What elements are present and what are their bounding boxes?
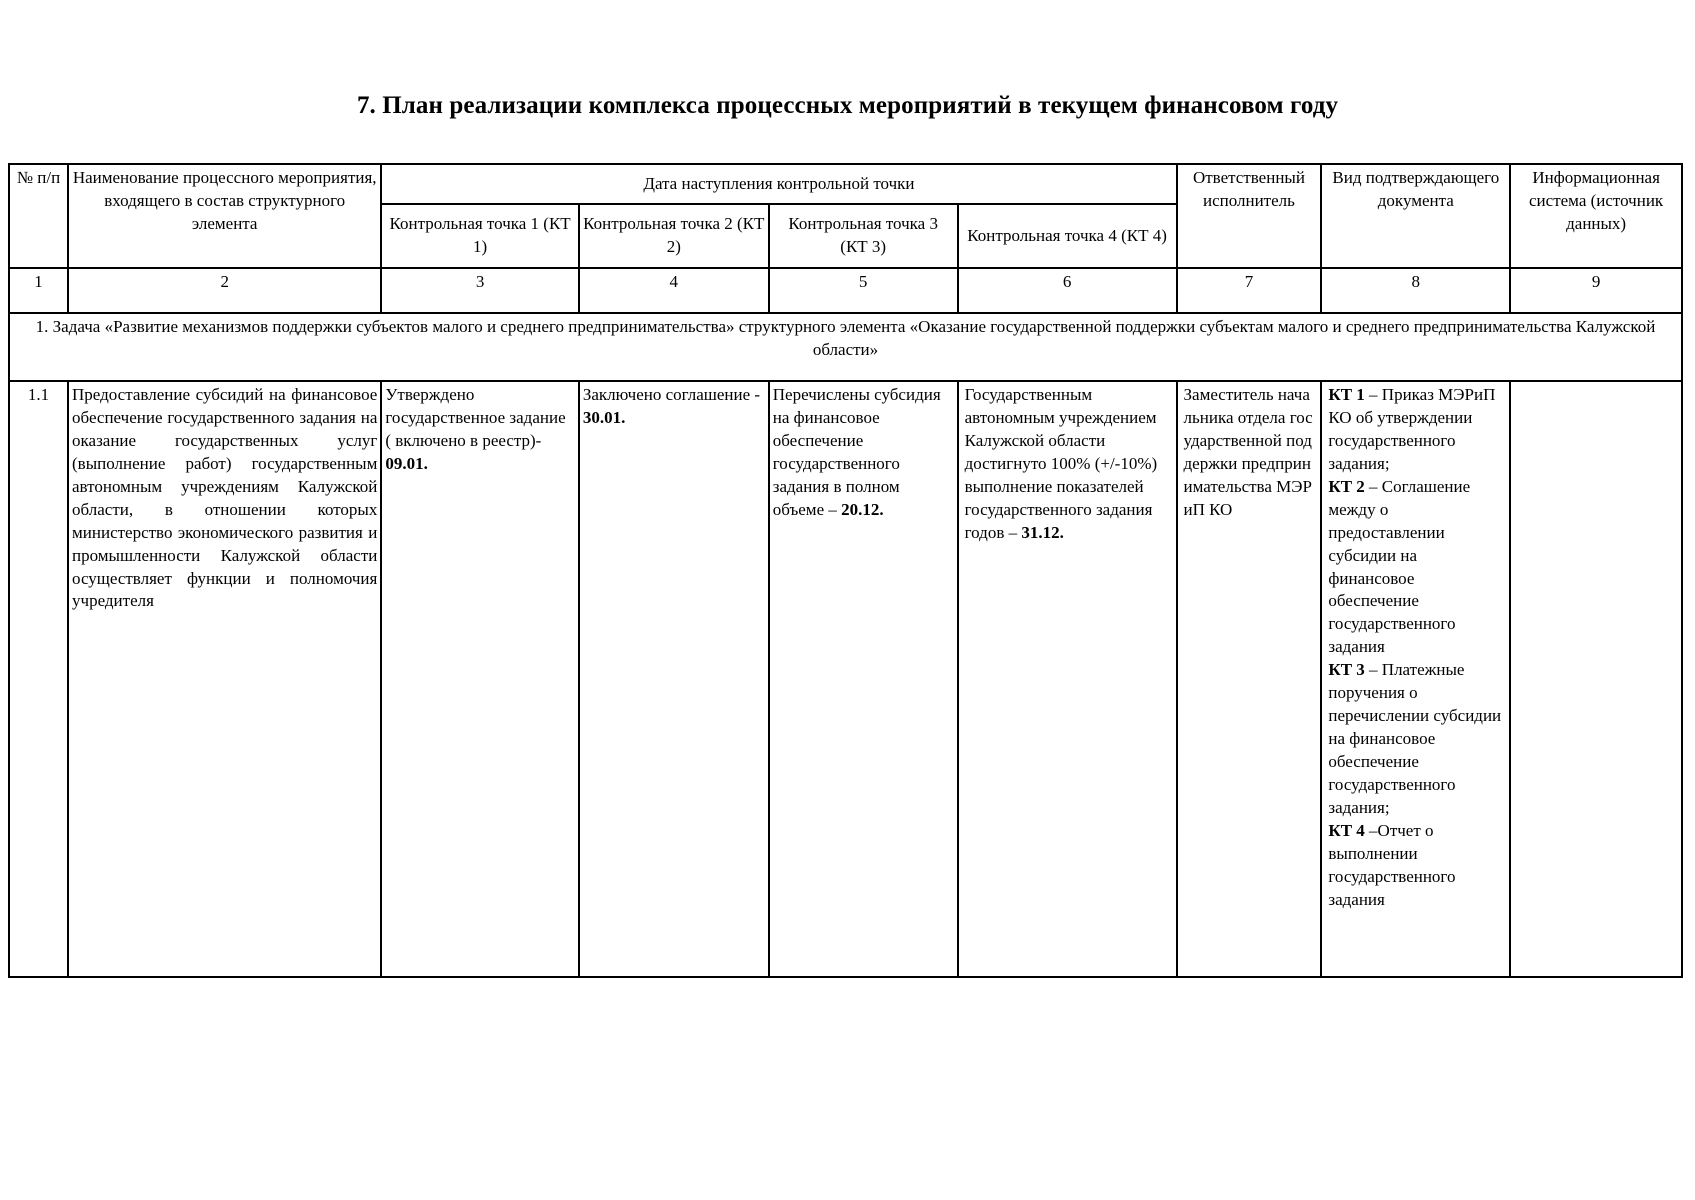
column-number: 3 (381, 268, 578, 313)
doc-entry (1328, 820, 1506, 912)
header-name: Наименование процессного мероприятия, входящего в состав структурного элемента (68, 164, 381, 268)
header-responsible: Ответственный исполнитель (1177, 164, 1322, 268)
row-number: 1.1 (9, 381, 68, 977)
doc-label: КТ 1 (1328, 385, 1365, 404)
doc-entry (1328, 476, 1506, 660)
doc-text: – Платежные поручения о перечислении субсидии на финансовое обеспечение государственного задания; (1328, 660, 1502, 817)
header-date-group: Дата наступления контрольной точки (381, 164, 1176, 204)
column-number-row (9, 268, 1682, 313)
column-number: 1 (9, 268, 68, 313)
plan-table (8, 163, 1683, 978)
column-number: 6 (958, 268, 1177, 313)
kt3-date: 20.12. (841, 499, 884, 519)
doc-entry (1328, 384, 1506, 476)
header-kt2: Контрольная точка 2 (КТ 2) (579, 204, 769, 268)
task-heading: 1. Задача «Развитие механизмов поддержки субъектов малого и среднего предпринимательства» структурного элемента «Оказание государственной поддержки субъектам малого и среднего предпринимательства Калужской области» (9, 313, 1682, 381)
header-kt4: Контрольная точка 4 (КТ 4) (958, 204, 1177, 268)
column-number: 9 (1510, 268, 1682, 313)
header-row-1 (9, 164, 1682, 204)
info-system-cell (1510, 381, 1682, 977)
doc-text: –Отчет о выполнении государственного задания (1328, 820, 1456, 909)
task-row (9, 313, 1682, 381)
column-number: 8 (1321, 268, 1510, 313)
header-doc-type: Вид подтверждающего документа (1321, 164, 1510, 268)
doc-entry (1328, 659, 1506, 820)
column-number: 4 (579, 268, 769, 313)
kt1-cell (381, 381, 578, 977)
kt1-date: 09.01. (385, 453, 428, 473)
doc-label: КТ 2 (1328, 476, 1365, 496)
header-num: № п/п (9, 164, 68, 268)
activity-name: Предоставление субсидий на финансовое обеспечение государственного задания на оказание государственных услуг (выполнение работ) государственным автономным учреждениям Калужской области, в отношении которых министерство экономического развития и промышленности Калужской области осуществляет функции и полномочия учредителя (68, 381, 381, 977)
kt1-text: Утверждено государственное задание ( включено в реестр)- (385, 385, 566, 450)
kt3-text: Перечислены субсидия на финансовое обеспечение государственного задания в полном объеме – (772, 385, 941, 519)
doc-text: – Приказ МЭРиП КО об утверждении государственного задания; (1328, 385, 1496, 473)
header-kt3: Контрольная точка 3 (КТ 3) (769, 204, 958, 268)
kt4-date: 31.12. (1021, 522, 1064, 542)
kt4-text: Государственным автономным учреждением Калужской области достигнуто 100% (+/-10%) выполнение показателей государственного задания годов – (964, 385, 1158, 542)
header-info-system: Информационная система (источник данных) (1510, 164, 1682, 268)
header-kt1: Контрольная точка 1 (КТ 1) (381, 204, 578, 268)
column-number: 2 (68, 268, 381, 313)
doc-label: КТ 3 (1328, 660, 1365, 680)
kt2-cell (579, 381, 769, 977)
kt4-cell (958, 381, 1177, 977)
responsible-cell: Заместитель начальника отдела государственной поддержки предпринимательства МЭРиП КО (1177, 381, 1322, 977)
kt2-text: Заключено соглашение - (582, 385, 761, 404)
column-number: 7 (1177, 268, 1322, 313)
doc-type-cell (1321, 381, 1510, 977)
kt2-date: 30.01. (582, 407, 626, 427)
table-row (9, 381, 1682, 977)
column-number: 5 (769, 268, 958, 313)
page-title: 7. План реализации комплекса процессных мероприятий в текущем финансовом году (356, 92, 1339, 119)
doc-text: – Соглашение между о предоставлении субсидии на финансовое обеспечение государственного задания (1328, 476, 1471, 657)
doc-label: КТ 4 (1328, 820, 1365, 840)
kt3-cell (769, 381, 958, 977)
